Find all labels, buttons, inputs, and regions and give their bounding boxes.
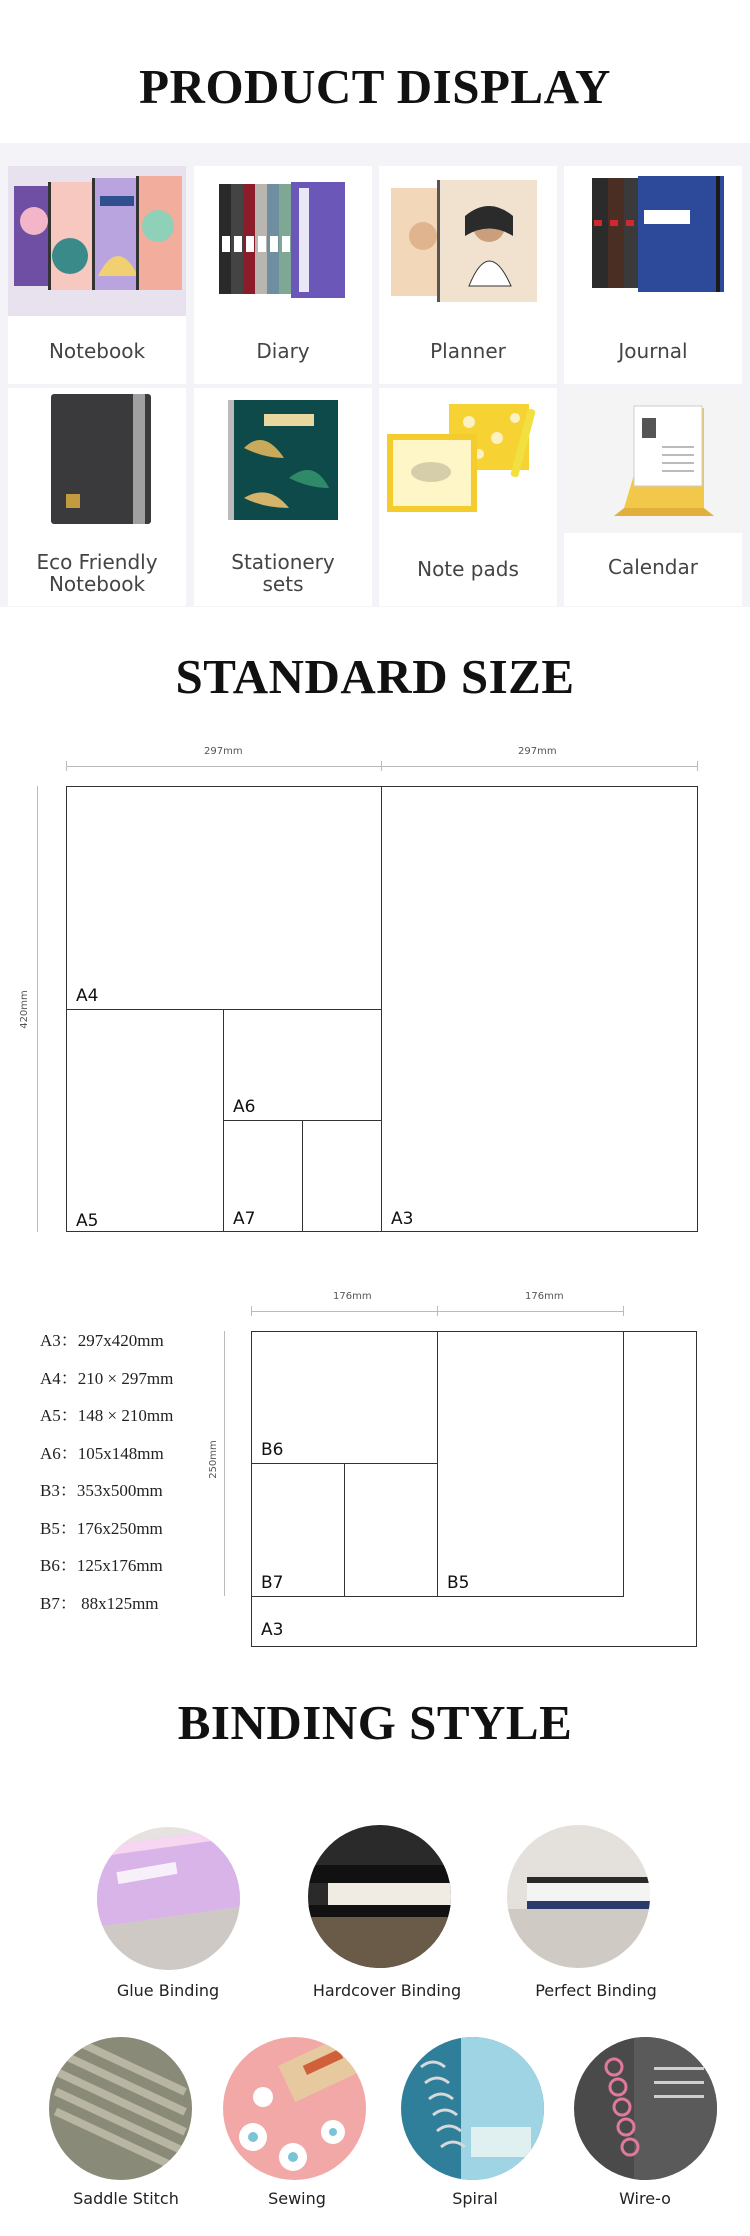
product-label: Journal [618, 339, 688, 363]
product-label: Calendar [608, 555, 698, 579]
journal-image [564, 166, 742, 316]
paper-label-a5: A5 [76, 1211, 99, 1231]
product-label: Planner [430, 339, 506, 363]
binding-style-heading: BINDING STYLE [177, 1695, 573, 1750]
paper-label-a7: A7 [233, 1209, 256, 1229]
wire-o-image [574, 2037, 717, 2180]
glue-binding-image [97, 1827, 240, 1970]
paper-label-a6: A6 [233, 1097, 256, 1117]
binding-label: Saddle Stitch [73, 2189, 179, 2208]
spiral-image [401, 2037, 544, 2180]
product-card-stationery-sets[interactable] [194, 388, 372, 606]
dimension-label: 250mm [207, 1440, 219, 1479]
diary-image [194, 166, 372, 316]
stationery-image [194, 388, 372, 533]
notebook-image [8, 166, 186, 316]
paper-label-b7: B7 [261, 1573, 284, 1593]
product-label: Notebook [48, 339, 146, 363]
hardcover-binding-image [308, 1825, 451, 1968]
product-label: Note pads [417, 557, 519, 581]
size-item: B5：176x250mm [40, 1518, 163, 1538]
product-card-eco-friendly-notebook[interactable] [8, 388, 186, 606]
calendar-image [564, 388, 742, 533]
sewing-image [223, 2037, 366, 2180]
dimension-label: 297mm [518, 746, 557, 757]
perfect-binding-image [507, 1825, 650, 1968]
size-item: B6：125x176mm [40, 1556, 163, 1575]
eco-notebook-image [8, 388, 186, 533]
size-item: A6：105x148mm [40, 1443, 164, 1463]
size-item: A4：210 × 297mm [40, 1368, 174, 1388]
size-item: B3：353x500mm [40, 1481, 163, 1500]
note-pads-image [379, 388, 557, 533]
binding-label: Wire-o [619, 2189, 671, 2208]
product-card-planner[interactable] [379, 166, 557, 384]
product-label: Eco Friendly Notebook [36, 550, 158, 596]
paper-label-b5: B5 [447, 1573, 470, 1593]
product-label: Diary [256, 339, 310, 363]
paper-label-b6: B6 [261, 1440, 284, 1460]
product-card-journal[interactable] [564, 166, 742, 384]
binding-label: Hardcover Binding [312, 1981, 462, 2000]
saddle-stitch-image [49, 2037, 192, 2180]
product-card-note-pads[interactable] [379, 388, 557, 606]
paper-label-a3: A3 [261, 1620, 284, 1640]
product-card-calendar[interactable] [564, 388, 742, 606]
paper-label-a4: A4 [76, 986, 99, 1006]
dimension-label: 420mm [18, 990, 30, 1029]
product-card-notebook[interactable] [8, 166, 186, 384]
product-card-diary[interactable] [194, 166, 372, 384]
b-diagram-frame [251, 1331, 697, 1647]
size-item: B7： 88x125mm [40, 1593, 159, 1613]
dimension-label: 176mm [333, 1291, 372, 1302]
binding-label: Sewing [268, 2189, 326, 2208]
standard-size-heading: STANDARD SIZE [175, 649, 575, 704]
planner-image [379, 166, 557, 316]
size-item: A5：148 × 210mm [40, 1406, 174, 1425]
size-list [40, 1328, 210, 1628]
binding-label: Perfect Binding [535, 1981, 657, 2000]
binding-label: Spiral [452, 2189, 498, 2208]
dimension-label: 297mm [204, 746, 243, 757]
dimension-label: 176mm [525, 1291, 564, 1302]
product-label: Stationery sets [231, 550, 335, 596]
size-item: A3：297x420mm [40, 1331, 164, 1350]
product-display-heading: PRODUCT DISPLAY [139, 59, 611, 114]
binding-label: Glue Binding [116, 1981, 220, 2000]
paper-label-a3: A3 [391, 1209, 414, 1229]
